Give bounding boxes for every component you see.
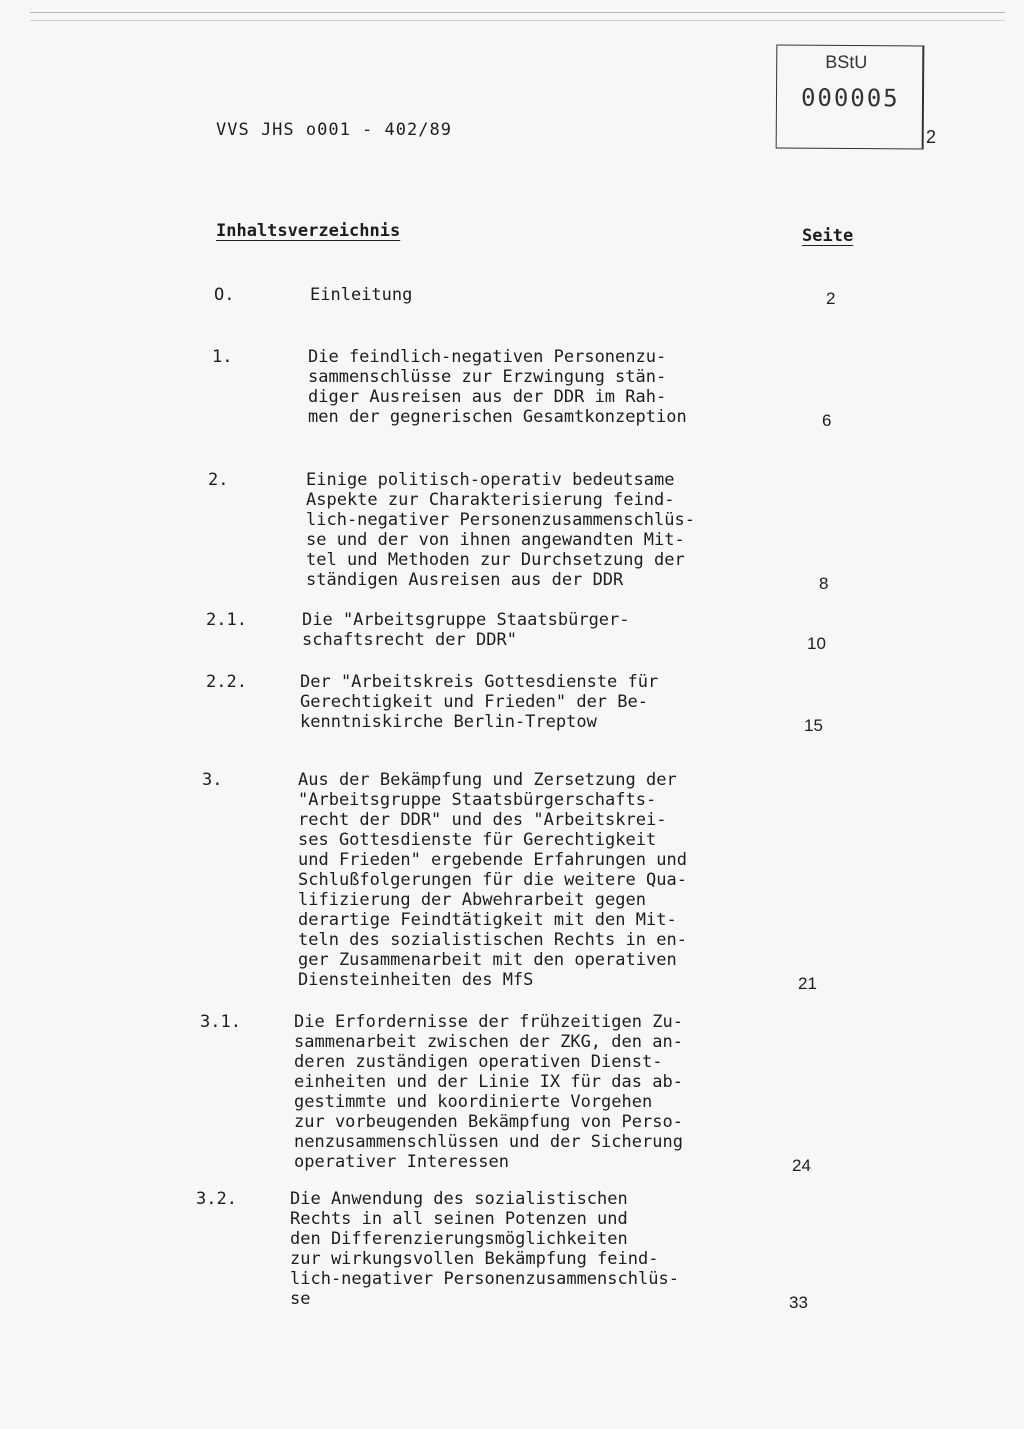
toc-entry-title: [302, 610, 630, 650]
toc-entry-page: 2: [826, 289, 836, 308]
toc-entry-page: 8: [819, 574, 829, 593]
toc-entry-title: [290, 1189, 679, 1309]
toc-entry-page: 15: [804, 716, 823, 735]
toc-entry-page: 6: [822, 411, 832, 430]
archive-stamp: [776, 44, 925, 149]
stamp-org: BStU: [825, 51, 868, 73]
document-reference: VVS JHS o001 - 402/89: [216, 120, 452, 140]
toc-entry-title: [310, 285, 412, 305]
stamp-number: 000005: [800, 83, 900, 113]
toc-entry-title-line: deren zuständigen operativen Dienst-: [294, 1052, 663, 1072]
toc-entry-title-line: "Arbeitsgruppe Staatsbürgerschafts-: [298, 790, 657, 810]
toc-entry-title-line: sammenschlüsse zur Erzwingung stän-: [308, 367, 667, 387]
toc-entry-number: 3.1.: [200, 1012, 241, 1032]
toc-entry-title: [306, 470, 695, 590]
toc-entry-title-line: Die "Arbeitsgruppe Staatsbürger-: [302, 610, 630, 630]
toc-entry-title-line: Aus der Bekämpfung und Zersetzung der: [298, 770, 677, 790]
toc-entry-title: [294, 1012, 683, 1172]
toc-entry-number: 2.2.: [206, 672, 247, 692]
toc-entry-title-line: einheiten und der Linie IX für das ab-: [294, 1072, 683, 1092]
toc-entry-title-line: lich-negativer Personenzusammenschlüs-: [290, 1269, 679, 1289]
toc-entry-page: 24: [792, 1156, 811, 1175]
toc-entry-title-line: Diensteinheiten des MfS: [298, 970, 534, 990]
toc-entry-title-line: Gerechtigkeit und Frieden" der Be-: [300, 692, 648, 712]
toc-entry-number: 3.2.: [196, 1189, 237, 1209]
toc-entry-title-line: Einige politisch-operativ bedeutsame: [306, 470, 675, 490]
toc-entry-title-line: schaftsrecht der DDR": [302, 630, 517, 650]
toc-heading: Inhaltsverzeichnis: [216, 221, 401, 241]
toc-entry-title-line: gestimmte und koordinierte Vorgehen: [294, 1092, 653, 1112]
toc-entry-title-line: Aspekte zur Charakterisierung feind-: [306, 490, 675, 510]
toc-entry-title-line: ger Zusammenarbeit mit den operativen: [298, 950, 677, 970]
toc-entry-title-line: Schlußfolgerungen für die weitere Qua-: [298, 870, 687, 890]
toc-entry-title-line: kenntniskirche Berlin-Treptow: [300, 712, 597, 732]
toc-entry-title: [300, 672, 658, 732]
page-number: 2: [926, 127, 937, 147]
toc-entry-number: 2.1.: [206, 610, 247, 630]
toc-entry-title-line: sammenarbeit zwischen der ZKG, den an-: [294, 1032, 683, 1052]
toc-entry-title-line: ses Gottesdienste für Gerechtigkeit: [298, 830, 657, 850]
toc-entry-title-line: Rechts in all seinen Potenzen und: [290, 1209, 628, 1229]
toc-entry-title-line: Die Anwendung des sozialistischen: [290, 1189, 628, 1209]
toc-entry-page: 10: [807, 634, 826, 653]
toc-entry-title-line: recht der DDR" und des "Arbeitskrei-: [298, 810, 667, 830]
toc-entry-title-line: lich-negativer Personenzusammenschlüs-: [306, 510, 695, 530]
page-column-heading: Seite: [802, 226, 854, 246]
toc-entry-number: 2.: [208, 470, 229, 490]
toc-entry-title-line: zur vorbeugenden Bekämpfung von Perso-: [294, 1112, 683, 1132]
toc-entry-title-line: se: [290, 1289, 311, 1309]
toc-entry-title-line: operativer Interessen: [294, 1152, 509, 1172]
toc-entry-title-line: Die feindlich-negativen Personenzu-: [308, 347, 667, 367]
toc-entry-number: 1.: [212, 347, 233, 367]
toc-entry-title-line: Einleitung: [310, 285, 413, 305]
toc-entry-title-line: teln des sozialistischen Rechts in en-: [298, 930, 687, 950]
toc-entry-title: [298, 770, 687, 990]
toc-entry-title-line: nenzusammenschlüssen und der Sicherung: [294, 1132, 683, 1152]
toc-entry-title-line: tel und Methoden zur Durchsetzung der: [306, 550, 685, 570]
toc-entry-title-line: se und der von ihnen angewandten Mit-: [306, 530, 685, 550]
toc-entry-title-line: und Frieden" ergebende Erfahrungen und: [298, 850, 687, 870]
toc-entry-title-line: Der "Arbeitskreis Gottesdienste für: [300, 672, 659, 692]
toc-entry-title: [308, 347, 687, 427]
top-rule-secondary: [30, 20, 1005, 21]
toc-entry-title-line: den Differenzierungsmöglichkeiten: [290, 1229, 628, 1249]
toc-entry-title-line: lifizierung der Abwehrarbeit gegen: [298, 890, 646, 910]
toc-entry-number: 3.: [202, 770, 223, 790]
toc-entry-title-line: men der gegnerischen Gesamtkonzeption: [308, 407, 687, 427]
toc-entry-number: O.: [214, 285, 235, 305]
toc-entry-title-line: Die Erfordernisse der frühzeitigen Zu-: [294, 1012, 683, 1032]
toc-entry-title-line: zur wirkungsvollen Bekämpfung feind-: [290, 1249, 659, 1269]
toc-entry-title-line: diger Ausreisen aus der DDR im Rah-: [308, 387, 667, 407]
toc-entry-page: 21: [798, 974, 817, 993]
toc-entry-page: 33: [789, 1293, 808, 1312]
toc-entry-title-line: ständigen Ausreisen aus der DDR: [306, 570, 624, 590]
top-rule: [30, 12, 1005, 13]
toc-entry-title-line: derartige Feindtätigkeit mit den Mit-: [298, 910, 677, 930]
